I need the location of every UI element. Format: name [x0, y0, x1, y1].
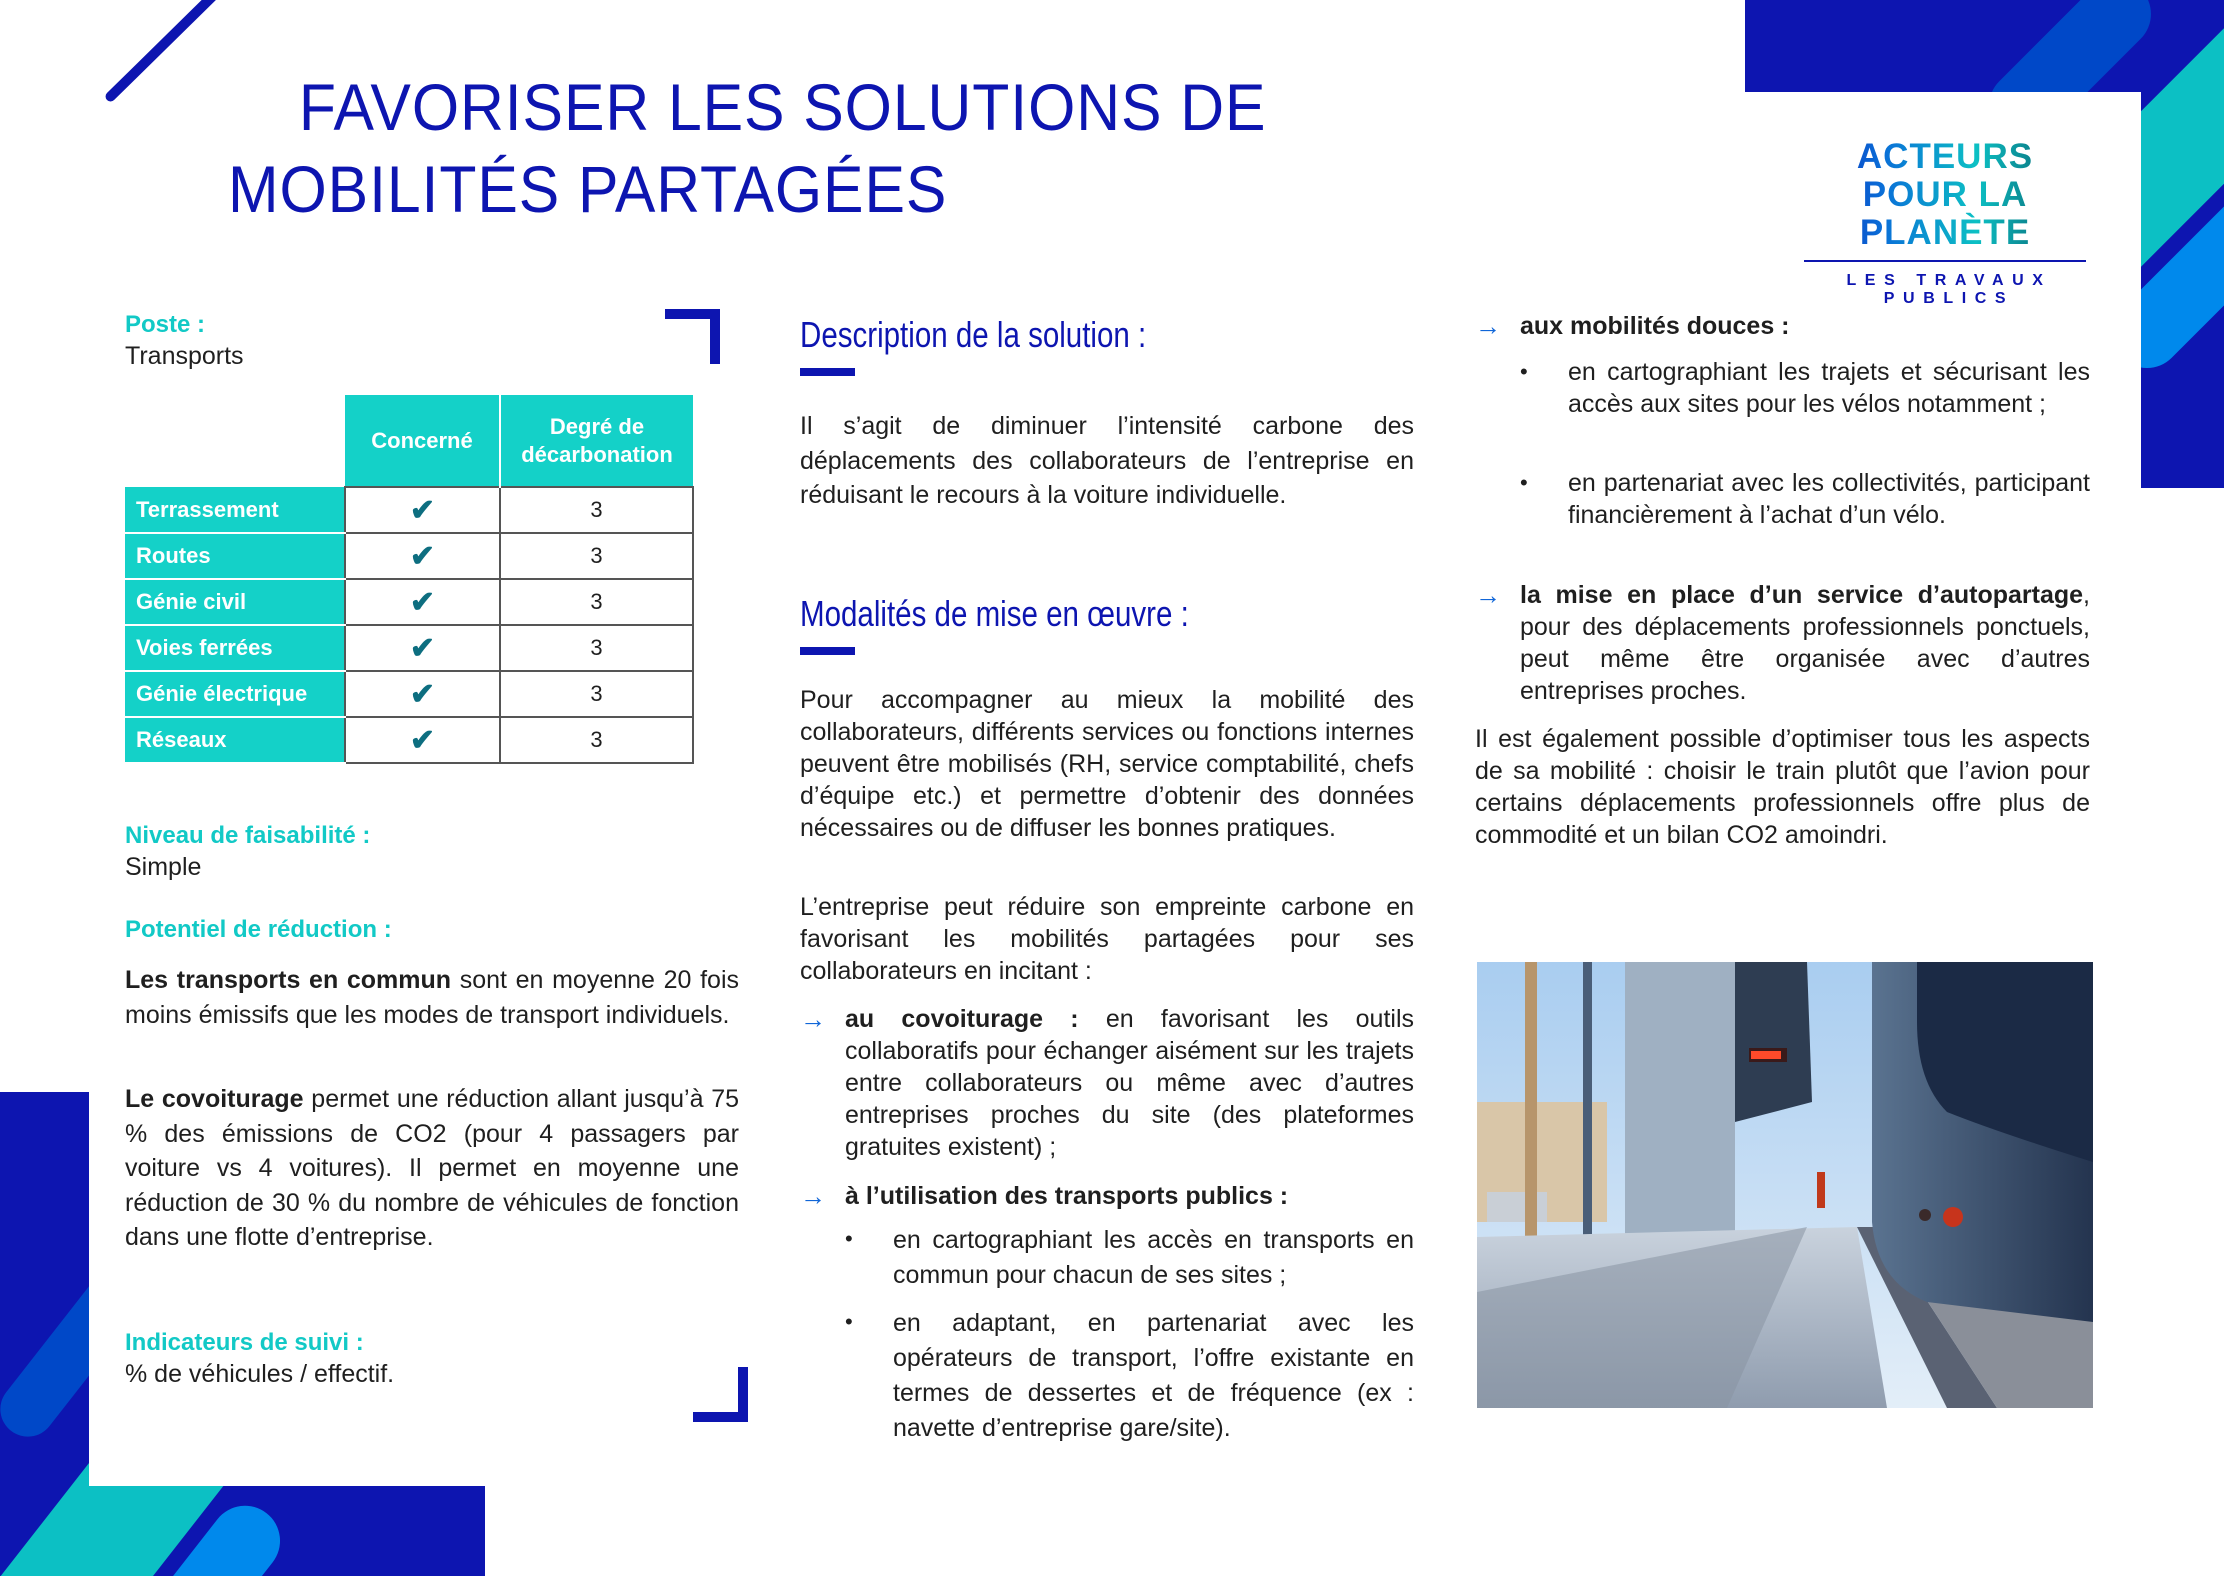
arrow-right-icon: →: [800, 1004, 826, 1034]
table-header-concerne: Concerné: [345, 395, 500, 487]
potentiel-p2-text: permet une réduction allant jusqu’à 75 % des émissions de CO2 (pour 4 passagers par voiture vs 4 voitures). Il permet en moyenne une réduction de 30 % du nombre de véhicules de fonction dans une flotte d’entreprise.: [125, 1085, 739, 1251]
faisabilite-label: Niveau de faisabilité :: [125, 822, 371, 849]
table-row: [125, 717, 693, 763]
check-icon: ✔: [409, 585, 436, 619]
arrow-item-text: [845, 1180, 1414, 1212]
table-row: [125, 487, 693, 533]
potentiel-p2-bold: Le covoiturage: [125, 1085, 304, 1113]
potentiel-p1-bold: Les transports en commun: [125, 966, 452, 994]
table-cell-concerne: [345, 579, 500, 625]
bullet-item: [1520, 356, 2090, 420]
check-icon: ✔: [409, 631, 436, 665]
table-header-degre-line-1: Degré de: [549, 413, 645, 439]
arrow-item-covoiturage: [800, 1003, 1414, 1163]
arrow-right-icon: →: [800, 1181, 826, 1211]
arrow-item-rest: en favorisant les outils collaboratifs pour échanger aisément sur les trajets entre collaborateurs ou même avec d’autres entreprises proches du site (des plateformes gratuites existent) ;: [845, 1005, 1415, 1161]
tram-photo-illustration: [1477, 962, 2093, 1408]
table-row-label: Génie électrique: [125, 671, 345, 717]
potentiel-label: Potentiel de réduction :: [125, 916, 392, 943]
logo-line-2: POUR LA PLANÈTE: [1790, 176, 2100, 252]
arrow-item-mobilites-douces: [1475, 310, 2090, 342]
corner-bracket-bottom: [693, 1367, 748, 1422]
table-header-row: [125, 395, 693, 487]
potentiel-paragraph-2: [125, 1082, 739, 1255]
table-header-degre: [500, 395, 693, 487]
table-header-empty: [125, 395, 345, 487]
table-cell-degre: 3: [500, 579, 693, 625]
table-row: [125, 579, 693, 625]
page-title-line-1: FAVORISER LES SOLUTIONS DE: [298, 70, 1267, 144]
page-title-line-2: MOBILITÉS PARTAGÉES: [228, 152, 948, 226]
logo-line-1: ACTEURS: [1790, 138, 2100, 176]
faisabilite-value: Simple: [125, 853, 202, 881]
arrow-item-text: [1520, 310, 2090, 342]
table-cell-degre: 3: [500, 671, 693, 717]
arrow-item-text: [845, 1003, 1414, 1163]
check-icon: ✔: [409, 493, 436, 527]
check-icon: ✔: [409, 723, 436, 757]
arrow-item-bold: aux mobilités douces :: [1520, 312, 1790, 340]
bullet-item: [845, 1306, 1414, 1446]
table-row: [125, 533, 693, 579]
table-row-label: Génie civil: [125, 579, 345, 625]
table-cell-degre: 3: [500, 717, 693, 763]
description-text: Il s’agit de diminuer l’intensité carbone des déplacements des collaborateurs de l’entreprise en réduisant le recours à la voiture individuelle.: [800, 412, 1414, 509]
table-cell-degre: 3: [500, 533, 693, 579]
table-cell-concerne: [345, 533, 500, 579]
logo-tagline: LES TRAVAUX PUBLICS: [1846, 272, 2052, 307]
description-heading: Description de la solution :: [800, 314, 1147, 355]
page-title: [228, 66, 1266, 230]
check-icon: ✔: [409, 539, 436, 573]
logo-separator: [1804, 260, 2086, 262]
indicateurs-label: Indicateurs de suivi :: [125, 1329, 364, 1356]
arrow-right-icon: →: [1475, 311, 1501, 341]
bullet-icon: •: [1520, 470, 1528, 495]
bullet-item-text: en cartographiant les trajets et sécurisant les accès aux sites pour les vélos notamment ;: [1568, 358, 2090, 418]
indicateurs-value: % de véhicules / effectif.: [125, 1360, 395, 1388]
bullet-icon: •: [845, 1226, 853, 1251]
modalites-heading: Modalités de mise en œuvre :: [800, 593, 1189, 634]
arrow-item-bold: à l’utilisation des transports publics :: [845, 1182, 1289, 1210]
table-cell-degre: 3: [500, 625, 693, 671]
modalites-paragraph-2: L’entreprise peut réduire son empreinte carbone en favorisant les mobilités partagées pour ses collaborateurs en incitant :: [800, 893, 1414, 985]
table-cell-concerne: [345, 717, 500, 763]
arrow-item-text: [1520, 579, 2090, 707]
modalites-heading-bar: [800, 647, 855, 655]
potentiel-paragraph-1: [125, 963, 739, 1032]
table-row-label: Réseaux: [125, 717, 345, 763]
table-row-label: Routes: [125, 533, 345, 579]
arrow-item-bold: la mise en place d’un service d’autopartage: [1520, 581, 2084, 609]
table-cell-concerne: [345, 671, 500, 717]
table-row-label: Voies ferrées: [125, 625, 345, 671]
table-row: [125, 625, 693, 671]
check-icon: ✔: [409, 677, 436, 711]
description-heading-bar: [800, 368, 855, 376]
arrow-item-autopartage: [1475, 579, 2090, 707]
logo: [1790, 138, 2100, 308]
table-row: [125, 671, 693, 717]
poste-value: Transports: [125, 342, 244, 370]
modalites-paragraph-1: Pour accompagner au mieux la mobilité des collaborateurs, différents services ou fonctions internes peuvent être mobilisés (RH, service comptabilité, chefs d’équipe etc.) et permettre d’obtenir des données nécessaires ou de diffuser les bonnes pratiques.: [800, 686, 1414, 842]
bullet-icon: •: [1520, 359, 1528, 384]
bullet-item: [1520, 467, 2090, 531]
decarbonation-table: [125, 395, 694, 764]
arrow-item-transports-publics: [800, 1180, 1414, 1212]
table-cell-concerne: [345, 625, 500, 671]
closing-paragraph: Il est également possible d’optimiser tous les aspects de sa mobilité : choisir le train plutôt que l’avion pour certains déplacements professionnels offre plus de commodité et un bilan CO2 amoindri.: [1475, 725, 2090, 849]
table-row-label: Terrassement: [125, 487, 345, 533]
arrow-right-icon: →: [1475, 580, 1501, 610]
bullet-item: [845, 1223, 1414, 1293]
table-cell-concerne: [345, 487, 500, 533]
table-header-degre-line-2: décarbonation: [521, 441, 673, 467]
bullet-item-text: en partenariat avec les collectivités, participant financièrement à l’achat d’un vélo.: [1568, 469, 2090, 529]
arrow-item-bold: au covoiturage :: [845, 1005, 1079, 1033]
table-cell-degre: 3: [500, 487, 693, 533]
poste-label: Poste :: [125, 311, 206, 338]
tram-station-photo: [1477, 962, 2093, 1408]
bullet-item-text: en cartographiant les accès en transports en commun pour chacun de ses sites ;: [893, 1226, 1414, 1289]
corner-bracket-top: [665, 309, 720, 364]
potentiel-p1-text: sont en moyenne 20 fois moins émissifs que les modes de transport individuels.: [125, 966, 739, 1029]
bullet-item-text: en adaptant, en partenariat avec les opérateurs de transport, l’offre existante en termes de dessertes et de fréquence (ex : navette d’entreprise gare/site).: [893, 1309, 1414, 1442]
arrow-item-rest: , pour des déplacements professionnels ponctuels, peut même être organisée avec d’autres entreprises proches.: [1520, 581, 2090, 705]
bullet-icon: •: [845, 1309, 853, 1334]
